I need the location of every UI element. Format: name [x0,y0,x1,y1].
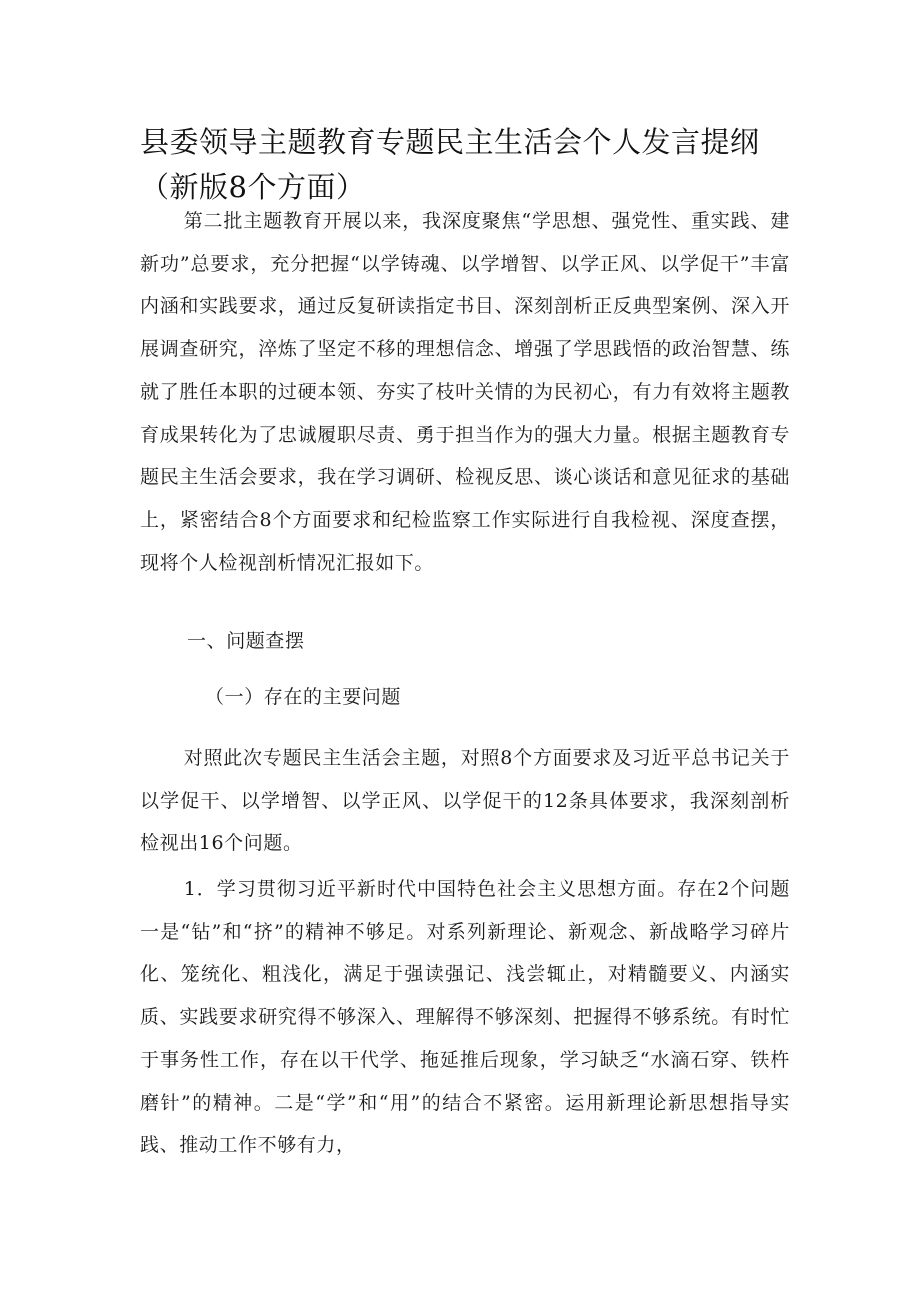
intro-paragraph: 第二批主题教育开展以来，我深度聚焦“学思想、强党性、重实践、建新功”总要求，充分把握“以学铸魂、以学增智、以学正风、以学促干”丰富内涵和实践要求，通过反复研读指定书目、深刻剖析正反典型案例、深入开展调查研究，淬炼了坚定不移的理想信念、增强了学思践悟的政治智慧、练就了胜任本职的过硬本领、夯实了枝叶关情的为民初心，有力有效将主题教育成果转化为了忠诚履职尽责、勇于担当作为的强大力量。根据主题教育专题民主生活会要求，我在学习调研、检视反思、谈心谈话和意见征求的基础上，紧密结合8个方面要求和纪检监察工作实际进行自我检视、深度查摆，现将个人检视剖析情况汇报如下。 [140,210,790,574]
subsection-heading-main-problems: （一）存在的主要问题 [205,686,402,708]
section-heading-problems: 一、问题查摆 [187,630,305,652]
item-1-paragraph: 1．学习贯彻习近平新时代中国特色社会主义思想方面。存在2个问题 一是“钻”和“挤”的精神不够足。对系列新理论、新观念、新战略学习碎片化、笼统化、粗浅化，满足于强读强记、浅尝辄止，对精髓要义、内涵实质、实践要求研究得不够深入、理解得不够深刻、把握得不够系统。有时忙于事务性工作，存在以干代学、拖延推后现象，学习缺乏“水滴石穿、铁杵磨针”的精神。二是“学”和“用”的结合不紧密。运用新理论新思想指导实践、推动工作不够有力， [140,878,790,1157]
subsection-intro-paragraph: 对照此次专题民主生活会主题，对照8个方面要求及习近平总书记关于以学促干、以学增智、以学正风、以学促干的12条具体要求，我深刻剖析检视出16个问题。 [140,747,790,855]
document-title: 县委领导主题教育专题民主生活会个人发言提纲（新版8个方面） [140,125,760,204]
